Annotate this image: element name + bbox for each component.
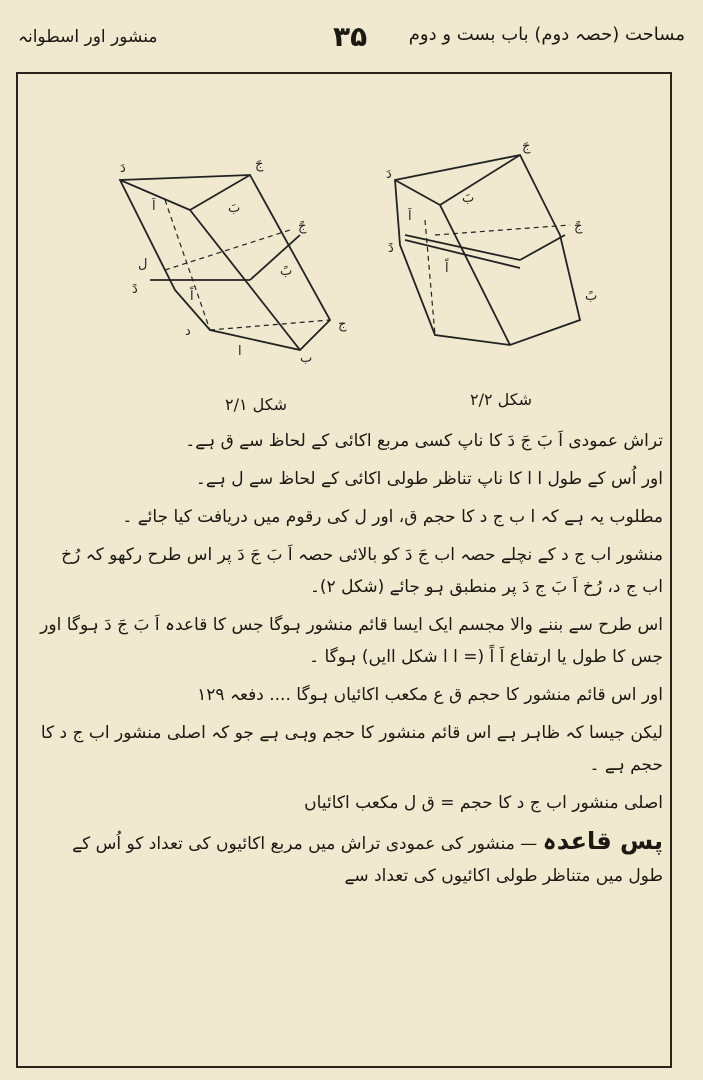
label-j2: جً [298,219,307,234]
prism-figures [90,139,650,410]
para-2: اور اُس کے طول ا ا کا ناپ تناظر طولی اکائی کے لحاظ سے ل ہے۔ [195,469,663,489]
label-r-d: دَ [386,167,392,182]
label-r-b2: بً [585,289,598,304]
label-a1: ا [238,344,242,359]
label-b2: بً [280,264,293,279]
running-title-left: منشور اور اسطوانہ [18,27,158,47]
label-j1: ج [338,317,347,332]
running-title-right: مساحت (حصہ دوم) باب بست و دوم [408,24,685,45]
para-8: اصلی منشور اب ج د کا حجم = ق ل مکعب اکائیاں [304,793,663,813]
page-number: ۳۵ [333,20,368,53]
label-r-d2: دً [388,241,394,256]
label-b1: ب [300,351,313,366]
para-9 [40,825,663,892]
para-1: تراش عمودی اَ بَ جَ دَ کا ناپ کسی مربع اکائی کے لحاظ سے ق ہے۔ [185,431,663,451]
label-b: بَ [228,201,241,216]
label-a: اَ [152,199,156,214]
para-7: لیکن جیسا کہ ظاہر ہے اس قائم منشور کا حجم وہی ہے جو کہ اصلی منشور اب ج د کا حجم ہے ۔ [40,723,663,775]
page-header [18,20,685,70]
para-5: اس طرح سے بننے والا مجسم ایک ایسا قائم منشور ہوگا جس کا قاعدہ اَ بَ جَ دَ ہوگا اور جس کا طول یا ارتفاع اَ اً (= ا ا شکل اایں) ہوگا ۔ [40,615,663,667]
label-r-a2: اً [445,261,449,276]
para-6: اور اس قائم منشور کا حجم ق ع مکعب اکائیاں ہوگا .... دفعہ ۱۲۹ [197,685,663,705]
label-d2: دً [132,282,138,297]
label-d: دَ [120,161,126,176]
rule-heading: پس قاعدہ [542,827,663,855]
label-r-j: جَ [522,139,531,154]
label-r-j2: جً [574,219,583,234]
rule-text: — منشور کی عمودی تراش میں مربع اکائیوں کی تعداد کو اُس کے طول میں متناظر طولی اکائیوں کی تعداد سے [72,834,663,886]
body-text [40,425,663,898]
caption-fig2: شکل ۲/۲ [470,390,533,409]
para-3: مطلوب یہ ہے کہ ا ب ج د کا حجم ق، اور ل کی رقوم میں دریافت کیا جائے ۔ [122,507,663,527]
fig-right-outline [395,155,580,345]
para-4: منشور اب ج د کے نچلے حصہ اب جَ دَ کو بالائی حصہ اَ بَ جَ دَ پر اس طرح رکھو کہ رُخ اب ج د، رُخ اَ بَ ج دَ پر منطبق ہو جائے (شکل ۲)۔ [61,545,663,597]
label-r-a: اَ [408,209,412,224]
label-j: جَ [255,157,264,172]
label-d1: د [185,324,191,339]
label-a2: اً [190,289,194,304]
caption-fig1: شکل ۲/۱ [225,395,288,414]
label-r-b: بَ [462,191,475,206]
label-l: ل [138,257,148,272]
